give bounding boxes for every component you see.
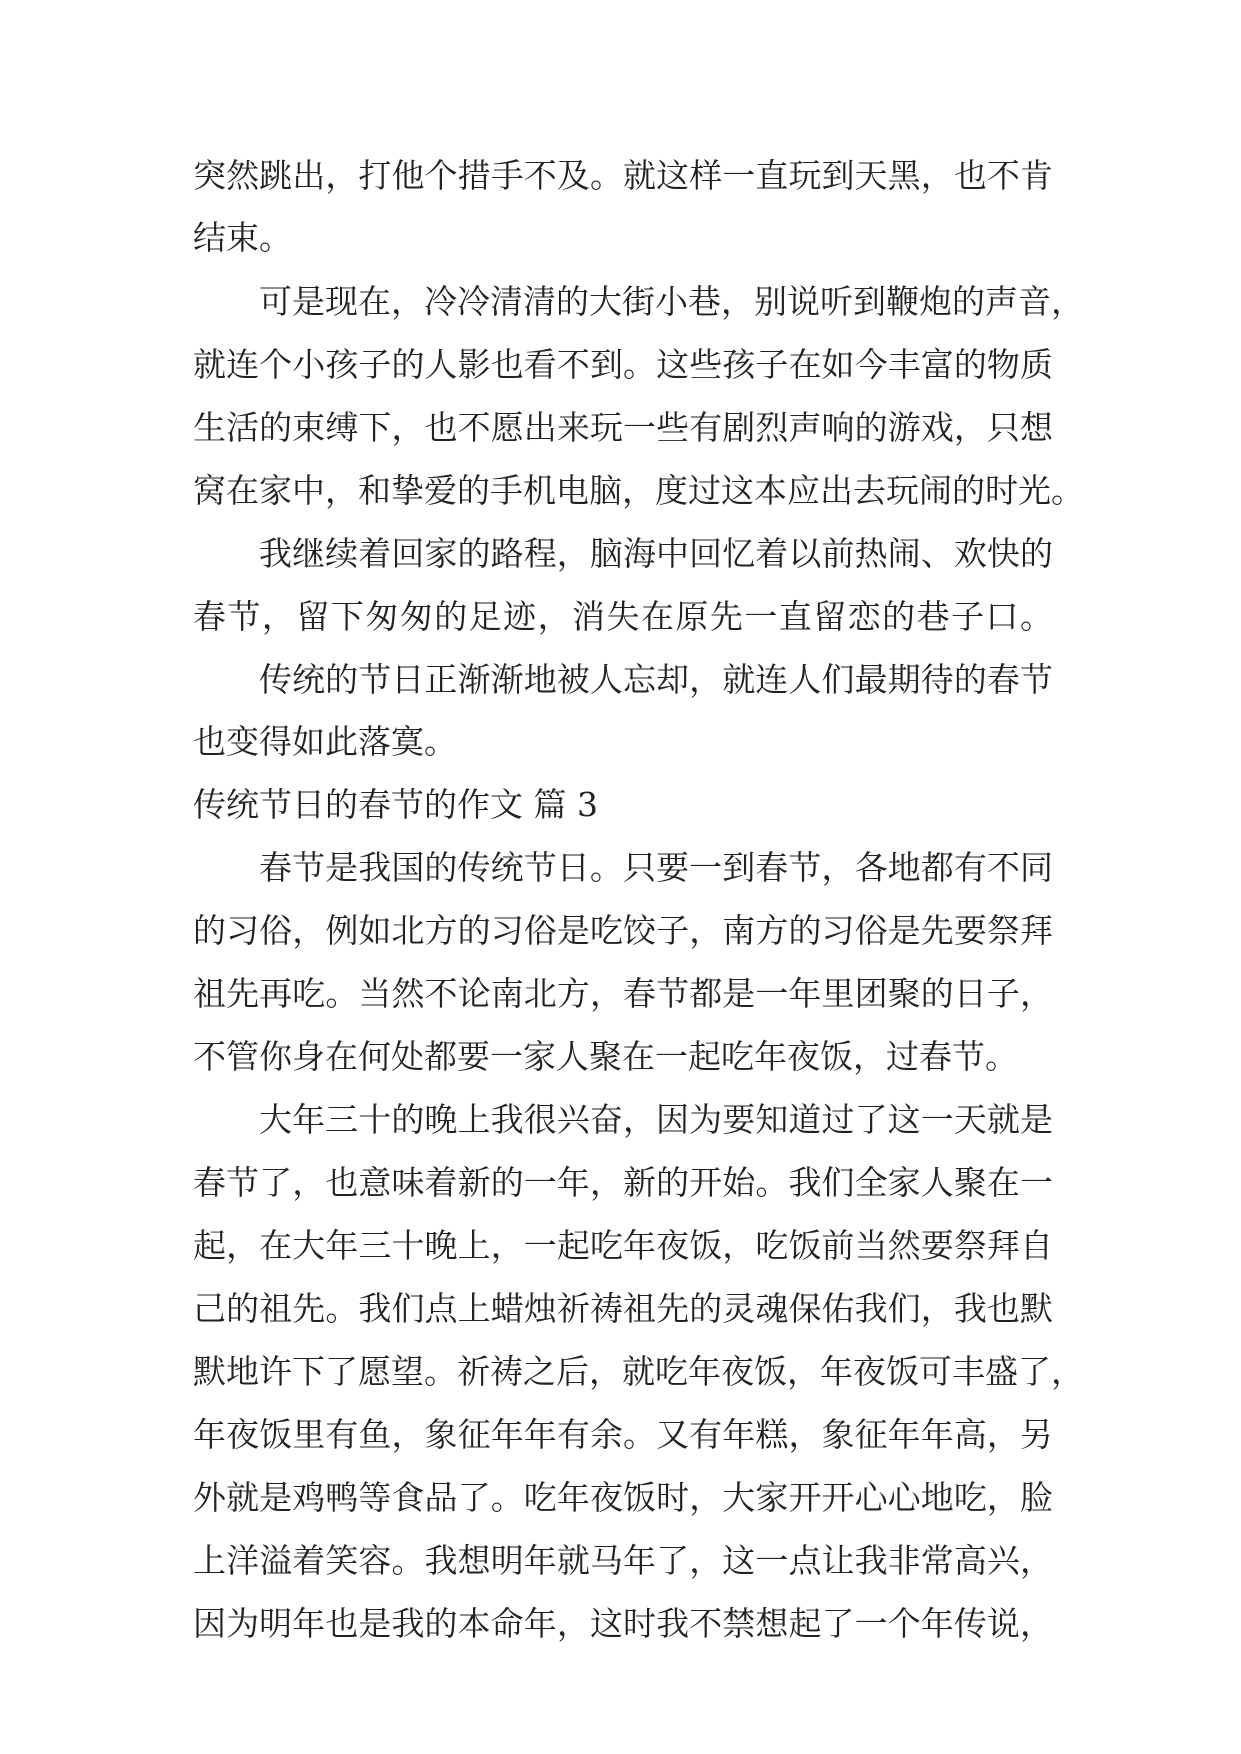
paragraph-start-line: 我继续着回家的路程，脑海中回忆着以前热闹、欢快的 — [259, 534, 1053, 573]
paragraph-start-line: 传统的节日正渐渐地被人忘却，就连人们最期待的春节 — [259, 660, 1053, 699]
text-line: 因为明年也是我的本命年，这时我不禁想起了一个年传说， — [193, 1604, 1053, 1643]
text-line: 的习俗，例如北方的习俗是吃饺子，南方的习俗是先要祭拜 — [193, 911, 1053, 950]
paragraph-start-line: 大年三十的晚上我很兴奋，因为要知道过了这一天就是 — [259, 1100, 1053, 1139]
text-line: 己的祖先。我们点上蜡烛祈祷祖先的灵魂保佑我们，我也默 — [193, 1289, 1053, 1328]
text-line: 外就是鸡鸭等食品了。吃年夜饭时，大家开开心心地吃，脸 — [193, 1478, 1053, 1517]
text-line: 默地许下了愿望。祈祷之后，就吃年夜饭，年夜饭可丰盛了， — [193, 1352, 1084, 1391]
text-line: 不管你身在何处都要一家人聚在一起吃年夜饭，过春节。 — [193, 1037, 1018, 1076]
text-line: 春节，留下匆匆的足迹，消失在原先一直留恋的巷子口。 — [193, 597, 1053, 636]
text-line: 突然跳出，打他个措手不及。就这样一直玩到天黑，也不肯 — [193, 156, 1053, 195]
text-line: 就连个小孩子的人影也看不到。这些孩子在如今丰富的物质 — [193, 345, 1053, 384]
text-line: 也变得如此落寞。 — [193, 722, 457, 761]
section-heading: 传统节日的春节的作文 篇 3 — [193, 785, 598, 824]
paragraph-start-line: 可是现在，冷冷清清的大街小巷，别说听到鞭炮的声音， — [259, 282, 1084, 321]
text-line: 结束。 — [193, 218, 292, 257]
text-line: 生活的束缚下，也不愿出来玩一些有剧烈声响的游戏，只想 — [193, 408, 1053, 447]
text-line: 祖先再吃。当然不论南北方，春节都是一年里团聚的日子， — [193, 974, 1053, 1013]
text-line: 春节了，也意味着新的一年，新的开始。我们全家人聚在一 — [193, 1163, 1053, 1202]
paragraph-start-line: 春节是我国的传统节日。只要一到春节，各地都有不同 — [259, 848, 1053, 887]
text-line: 窝在家中，和挚爱的手机电脑，度过这本应出去玩闹的时光。 — [193, 471, 1084, 510]
text-line: 年夜饭里有鱼，象征年年有余。又有年糕，象征年年高，另 — [193, 1415, 1053, 1454]
text-line: 上洋溢着笑容。我想明年就马年了，这一点让我非常高兴， — [193, 1541, 1053, 1580]
text-line: 起，在大年三十晚上，一起吃年夜饭，吃饭前当然要祭拜自 — [193, 1226, 1053, 1265]
